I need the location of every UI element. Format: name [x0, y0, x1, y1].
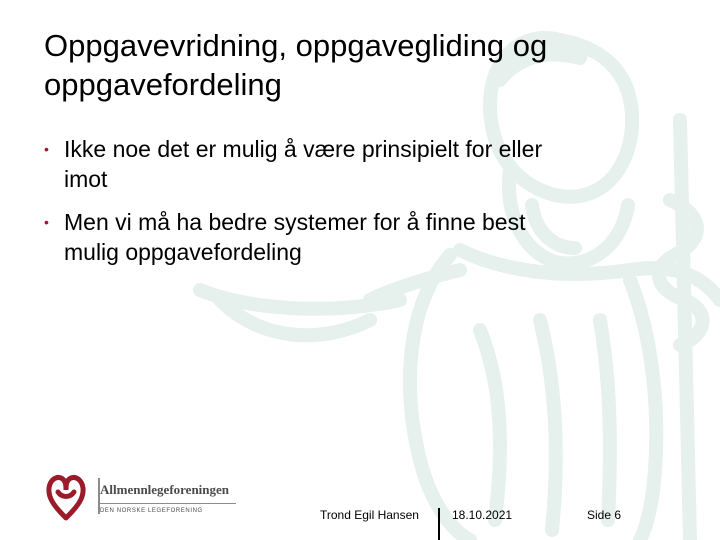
organization-logo	[44, 470, 244, 522]
bullet-text-line: Ikke noe det er mulig å være prinsipielt for eller	[64, 136, 543, 162]
slide-title	[44, 26, 694, 104]
footer-author: Trond Egil Hansen	[320, 508, 419, 522]
bullet-text-line: imot	[64, 166, 108, 192]
bullet-icon: •	[44, 141, 49, 157]
bullet-icon: •	[44, 214, 49, 230]
logo-underline	[98, 503, 236, 504]
footer-divider	[438, 508, 440, 540]
bullet-list	[44, 134, 684, 280]
footer-page-number: Side 6	[587, 508, 622, 522]
serpent-heart-logo-icon	[44, 470, 88, 522]
slide-title-line-1: Oppgavevridning, oppgavegliding og	[44, 28, 548, 63]
footer-date: 18.10.2021	[452, 508, 513, 522]
bullet-item	[44, 134, 684, 194]
logo-name: Allmennlegeforeningen	[100, 482, 230, 497]
bullet-item	[44, 207, 684, 267]
slide-title-line-2: oppgavefordeling	[44, 67, 282, 102]
logo-subtitle: DEN NORSKE LEGEFORENING	[100, 508, 203, 514]
bullet-text-line: Men vi må ha bedre systemer for å finne best	[64, 209, 526, 235]
bullet-text-line: mulig oppgavefordeling	[64, 239, 302, 265]
